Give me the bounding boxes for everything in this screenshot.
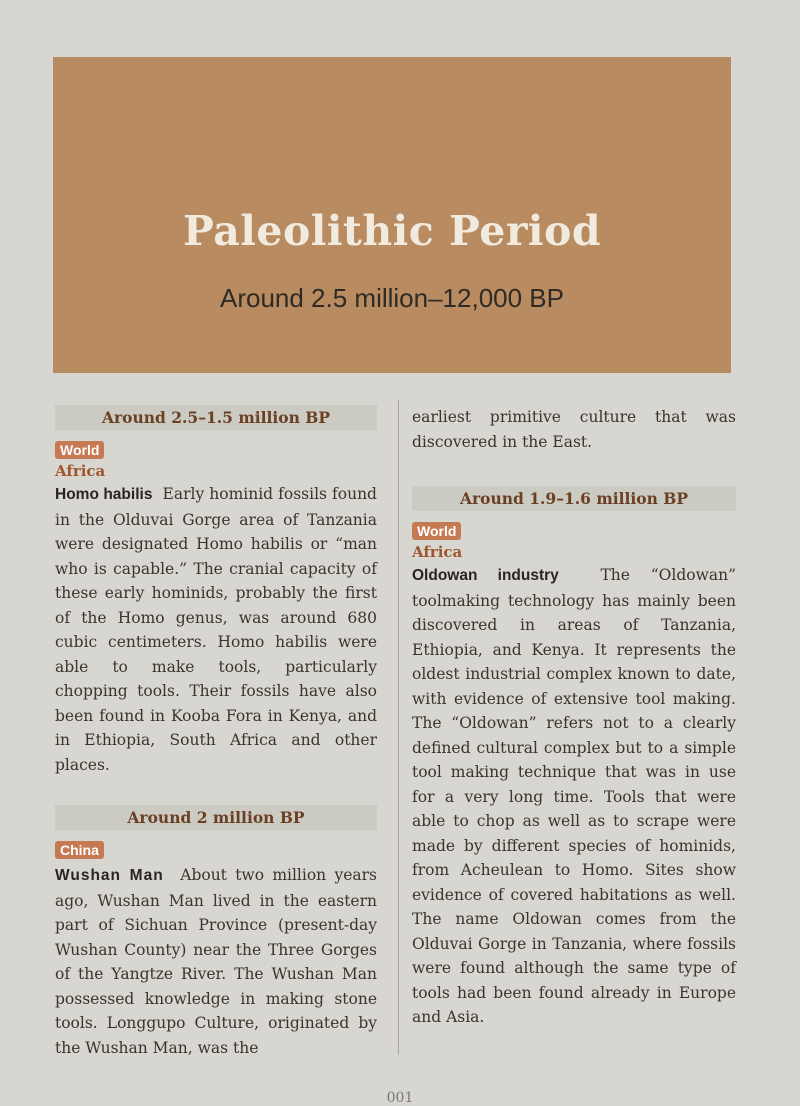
entry-term: Wushan Man (55, 867, 164, 884)
region-label: Africa (55, 462, 106, 480)
world-tag: World (55, 441, 104, 459)
entry-paragraph (55, 482, 377, 777)
chapter-title: Paleolithic Period (182, 207, 602, 255)
entry-text: The “Oldowan” toolmaking technology has mainly been discovered in areas of Tanzania, Ethiopia, and Kenya. It represents the oldest industrial complex known to date, with evidence of extensive tool making. The “Oldowan” refers not to a clearly defined cultural complex but to a simple tool making technique that was in use for a very long time. Tools that were able to chop as well as to scrape were made by different species of hominids, from Acheulean to Homo. Sites show evidence of covered habitations as well. The name Oldowan comes from the Olduvai Gorge in Tanzania, where fossils were found although the same type of tools had been found already in Europe and Asia. (412, 566, 737, 1026)
china-tag: China (55, 841, 104, 859)
section-heading: Around 1.9–1.6 million BP (412, 486, 736, 511)
column-divider (398, 400, 399, 1055)
continued-paragraph: earliest primitive culture that was discovered in the East. (412, 408, 736, 451)
right-column (412, 405, 736, 1030)
entry-paragraph (55, 863, 377, 1060)
left-column (55, 405, 377, 1060)
section-heading: Around 2.5–1.5 million BP (55, 405, 377, 430)
title-banner (53, 57, 731, 373)
region-label: Africa (412, 543, 463, 561)
chapter-subtitle: Around 2.5 million–12,000 BP (219, 283, 564, 313)
section-heading: Around 2 million BP (55, 805, 377, 830)
entry-term: Homo habilis (55, 486, 153, 503)
entry-text: About two million years ago, Wushan Man lived in the eastern part of Sichuan Province (present-day Wushan County) near the Three Gorges of the Yangtze River. The Wushan Man possessed knowledge in making stone tools. Longgupo Culture, originated by the Wushan Man, was the (55, 866, 377, 1057)
world-tag: World (412, 522, 461, 540)
entry-text: Early hominid fossils found in the Olduvai Gorge area of Tanzania were designated Homo habilis or “man who is capable.” The cranial capacity of these early hominids, probably the first of the Homo genus, was around 680 cubic centimeters. Homo habilis were able to make tools, particularly chopping tools. Their fossils have also been found in Kooba Fora in Kenya, and in Ethiopia, South Africa and other places. (55, 485, 377, 774)
entry-term: Oldowan industry (412, 567, 559, 584)
page-number: 001 (386, 1090, 414, 1106)
entry-paragraph (412, 563, 736, 1030)
